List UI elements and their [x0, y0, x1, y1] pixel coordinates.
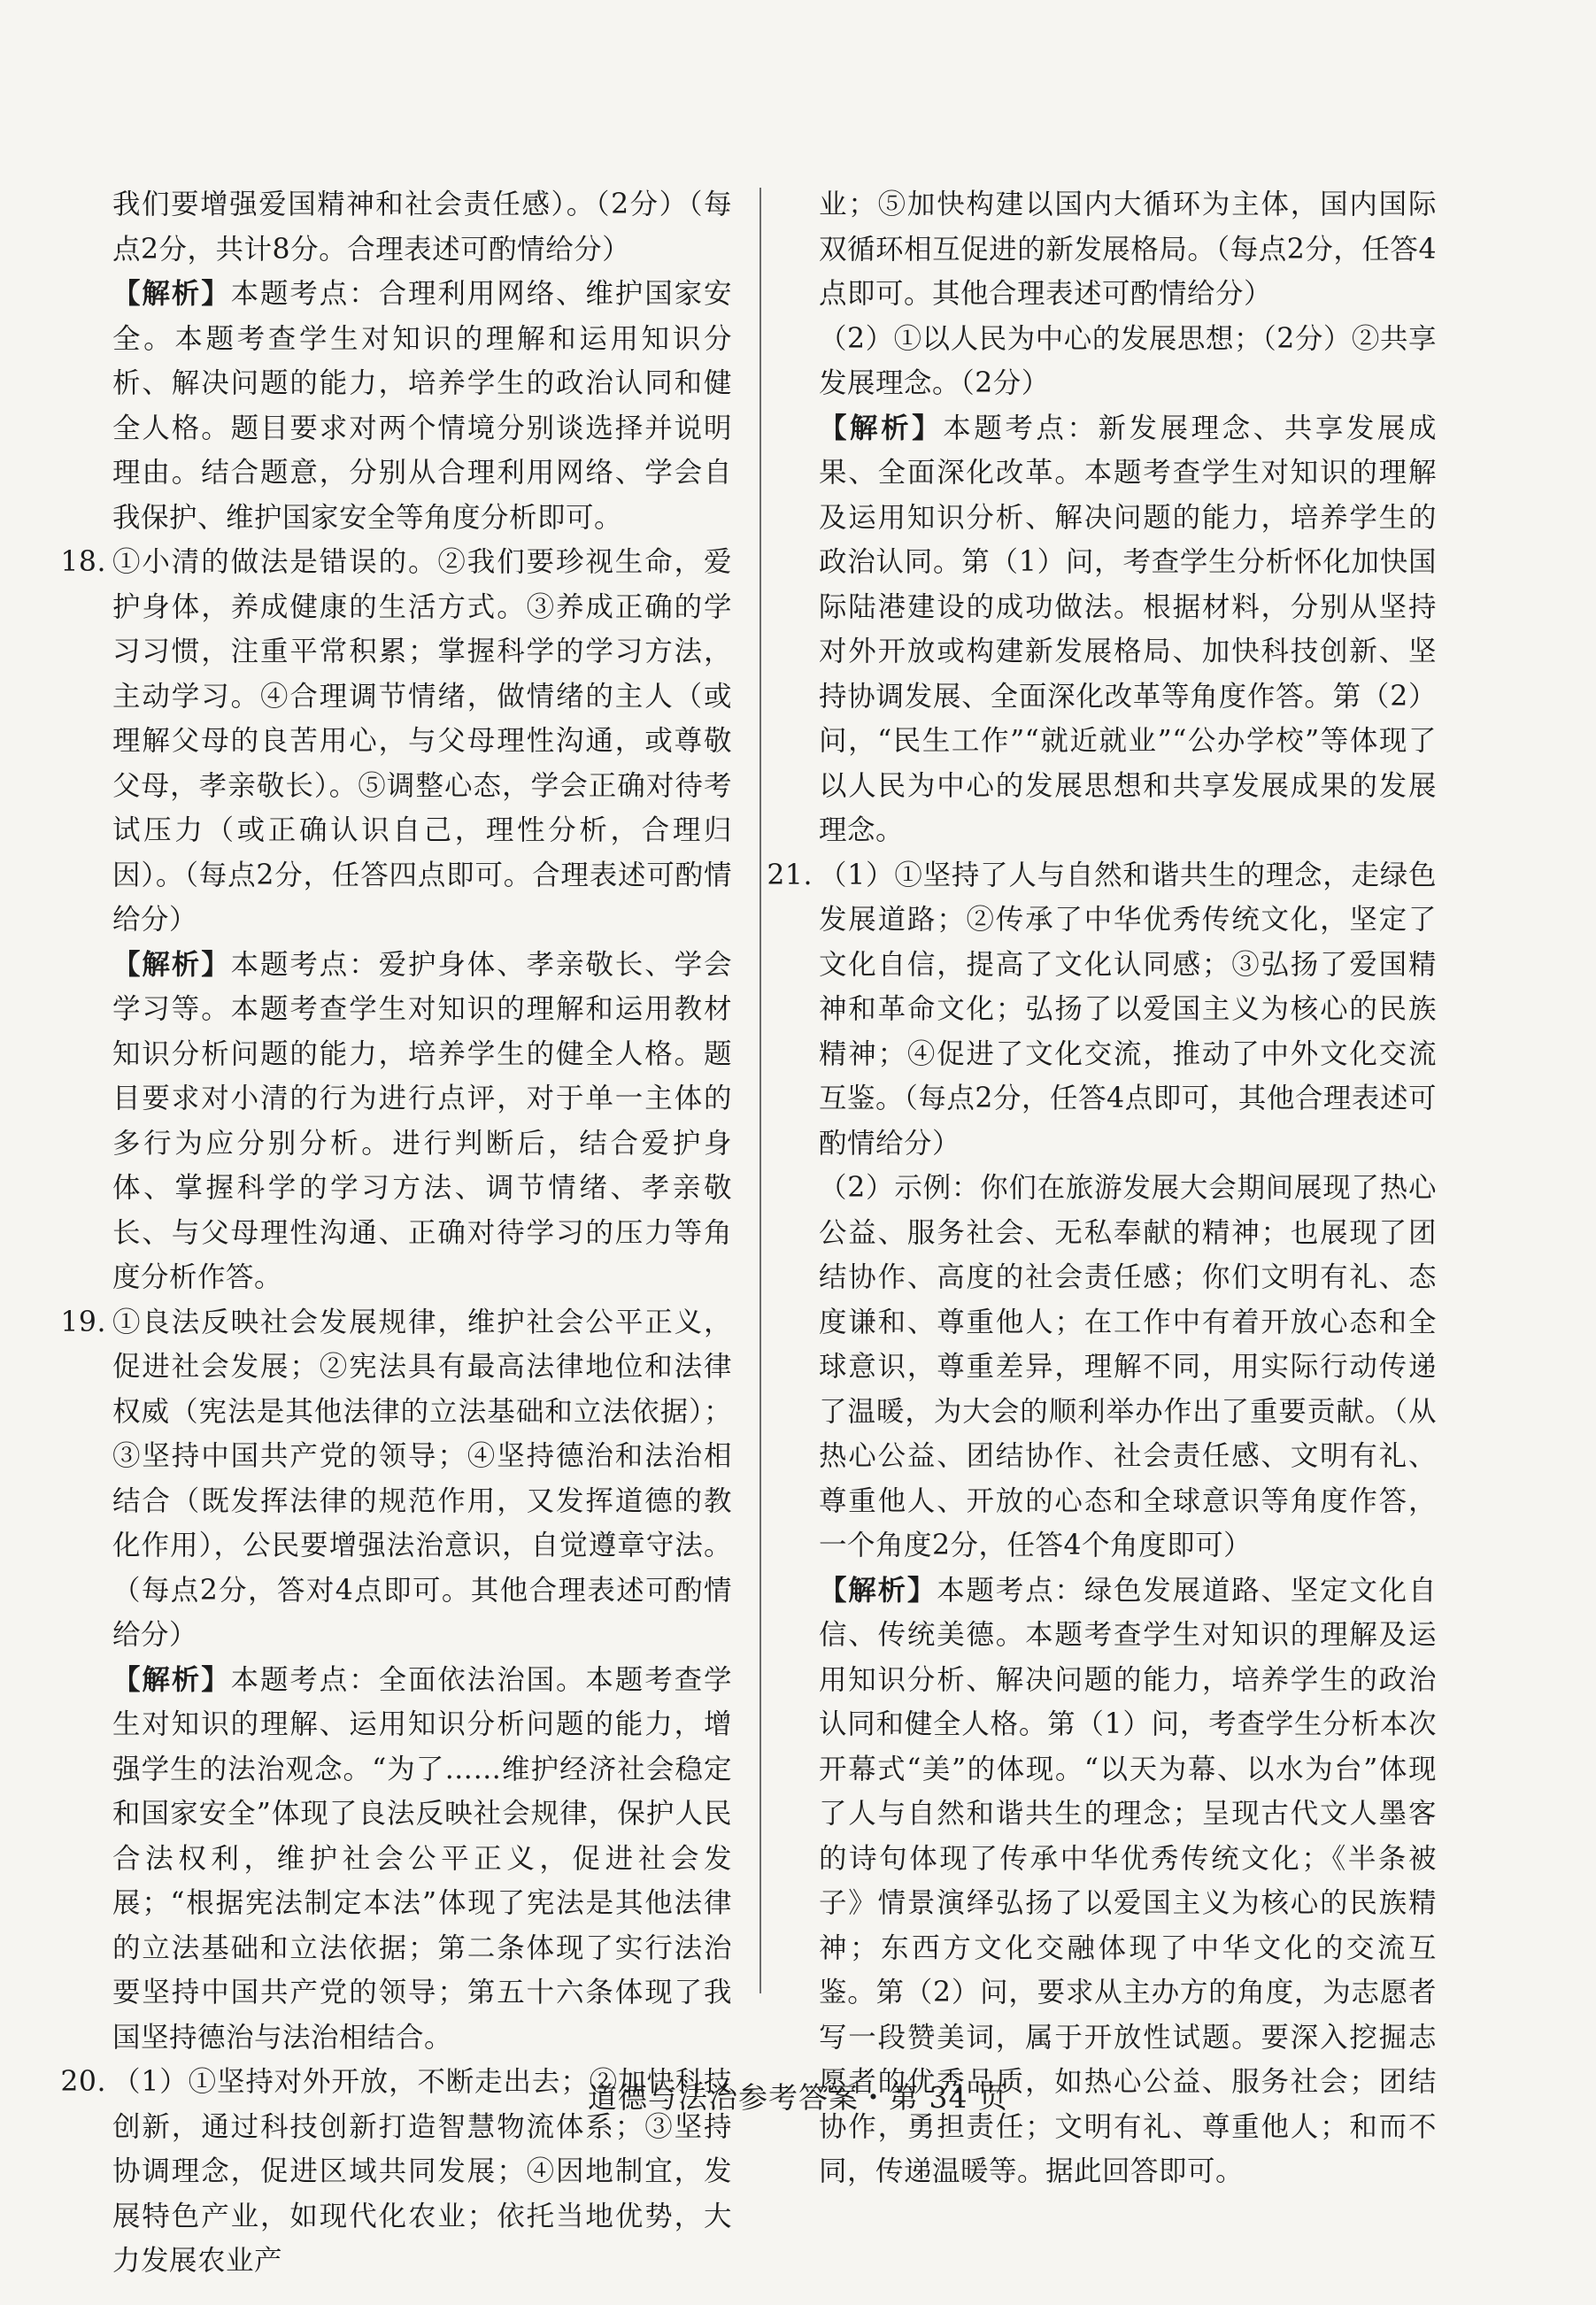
- q20-part-2: （2）①以人民为中心的发展思想；（2分）②共享发展理念。（2分）: [819, 322, 1437, 399]
- question-19: [60, 1300, 732, 2061]
- analysis-text: 本题考点：绿色发展道路、坚定文化自信、传统美德。本题考查学生对知识的理解及运用知识分析、解决问题的能力，培养学生的政治认同和健全人格。第（1）问，考查学生分析本次开幕式“美”的体现。“以天为幕、以水为台”体现了人与自然和谐共生的理念；呈现古代文人墨客的诗句体现了传承中华优秀传统文化；《半条被子》情景演绎弘扬了以爱国主义为核心的民族精神；东西方文化交融体现了中华文化的交流互鉴。第（2）问，要求从主办方的角度，为志愿者写一段赞美词，属于开放性试题。要深入挖掘志愿者的优秀品质，如热心公益、服务社会；团结协作，勇担责任；文明有礼、尊重他人；和而不同，传递温暖等。据此回答即可。: [819, 1574, 1437, 2187]
- analysis-text: 本题考点：爱护身体、孝亲敬长、学会学习等。本题考查学生对知识的理解和运用教材知识分析问题的能力，培养学生的健全人格。题目要求对小清的行为进行点评，对于单一主体的多行为应分别分析。进行判断后，结合爱护身体、掌握科学的学习方法、调节情绪、孝亲敬长、与父母理性沟通、正确对待学习的压力等角度分析作答。: [112, 948, 732, 1293]
- q17-answer-continuation: 我们要增强爱国精神和社会责任感）。（2分）（每点2分，共计8分。合理表述可酌情给分）: [112, 189, 732, 266]
- q18-answer: ①小清的做法是错误的。②我们要珍视生命，爱护身体，养成健康的生活方式。③养成正确的学习习惯，注重平常积累；掌握科学的学习方法，主动学习。④合理调节情绪，做情绪的主人（或理解父母的良苦用心，与父母理性沟通，或尊敬父母，孝亲敬长）。⑤调整心态，学会正确对待考试压力（或正确认识自己，理性分析，合理归因）。（每点2分，任答四点即可。合理表述可酌情给分）: [112, 546, 732, 936]
- q20-answer-start: （1）①坚持对外开放，不断走出去；②加快科技创新，通过科技创新打造智慧物流体系；③坚持协调理念，促进区域共同发展；④因地制宜，发展特色产业，如现代化农业；依托当地优势，大力发展农业产: [112, 2066, 732, 2277]
- analysis-text: 本题考点：合理利用网络、维护国家安全。本题考查学生对知识的理解和运用知识分析、解决问题的能力，培养学生的政治认同和健全人格。题目要求对两个情境分别谈选择并说明理由。结合题意，分别从合理利用网络、学会自我保护、维护国家安全等角度分析即可。: [112, 278, 732, 534]
- column-divider: [759, 188, 761, 1993]
- q20-analysis: [819, 406, 1437, 853]
- q19-analysis: [112, 1658, 732, 2061]
- question-number: 21.: [767, 859, 813, 891]
- page-footer: 道德与法治参考答案・第 34 页: [588, 2080, 1008, 2115]
- q20-answer-continuation: 业；⑤加快构建以国内大循环为主体，国内国际双循环相互促进的新发展格局。（每点2分，任答4点即可。其他合理表述可酌情给分）: [819, 189, 1437, 310]
- analysis-tag: 【解析】: [819, 1573, 937, 1607]
- question-number: 20.: [60, 2066, 106, 2098]
- question-18: [60, 540, 732, 1300]
- question-number: 18.: [60, 546, 106, 578]
- q21-part-2: （2）示例：你们在旅游发展大会期间展现了热心公益、服务社会、无私奉献的精神；也展现了团结协作、高度的社会责任感；你们文明有礼、态度谦和、尊重他人；在工作中有着开放心态和全球意识，尊重差异，理解不同，用实际行动传递了温暖，为大会的顺利举办作出了重要贡献。（从热心公益、团结协作、社会责任感、文明有礼、尊重他人、开放的心态和全球意识等角度作答，一个角度2分，任答4个角度即可）: [819, 1172, 1437, 1561]
- left-column: [60, 182, 732, 2284]
- q19-answer: ①良法反映社会发展规律，维护社会公平正义，促进社会发展；②宪法具有最高法律地位和法律权威（宪法是其他法律的立法基础和立法依据）；③坚持中国共产党的领导；④坚持德治和法治相结合（既发挥法律的规范作用，又发挥道德的教化作用），公民要增强法治意识，自觉遵章守法。（每点2分，答对4点即可。其他合理表述可酌情给分）: [112, 1306, 732, 1651]
- q17-analysis: [112, 272, 732, 540]
- q21-answer: （1）①坚持了人与自然和谐共生的理念，走绿色发展道路；②传承了中华优秀传统文化，坚定了文化自信，提高了文化认同感；③弘扬了爱国精神和革命文化；弘扬了以爱国主义为核心的民族精神；④促进了文化交流，推动了中外文化交流互鉴。（每点2分，任答4点即可，其他合理表述可酌情给分）: [819, 859, 1437, 1160]
- analysis-text: 本题考点：新发展理念、共享发展成果、全面深化改革。本题考查学生对知识的理解及运用知识分析、解决问题的能力，培养学生的政治认同。第（1）问，考查学生分析怀化加快国际陆港建设的成功做法。根据材料，分别从坚持对外开放或构建新发展格局、加快科技创新、坚持协调发展、全面深化改革等角度作答。第（2）问，“民生工作”“就近就业”“公办学校”等体现了以人民为中心的发展思想和共享发展成果的发展理念。: [819, 412, 1437, 846]
- analysis-tag: 【解析】: [112, 1662, 231, 1696]
- analysis-tag: 【解析】: [819, 411, 944, 444]
- question-number: 19.: [60, 1306, 106, 1338]
- analysis-tag: 【解析】: [112, 947, 231, 981]
- q18-analysis: [112, 943, 732, 1300]
- analysis-tag: 【解析】: [112, 277, 231, 310]
- analysis-text: 本题考点：全面依法治国。本题考查学生对知识的理解、运用知识分析问题的能力，增强学生的法治观念。“为了……维护经济社会稳定和国家安全”体现了良法反映社会规律，保护人民合法权利，维护社会公平正义，促进社会发展；“根据宪法制定本法”体现了宪法是其他法律的立法基础和立法依据；第二条体现了实行法治要坚持中国共产党的领导；第五十六条体现了我国坚持德治与法治相结合。: [112, 1663, 732, 2054]
